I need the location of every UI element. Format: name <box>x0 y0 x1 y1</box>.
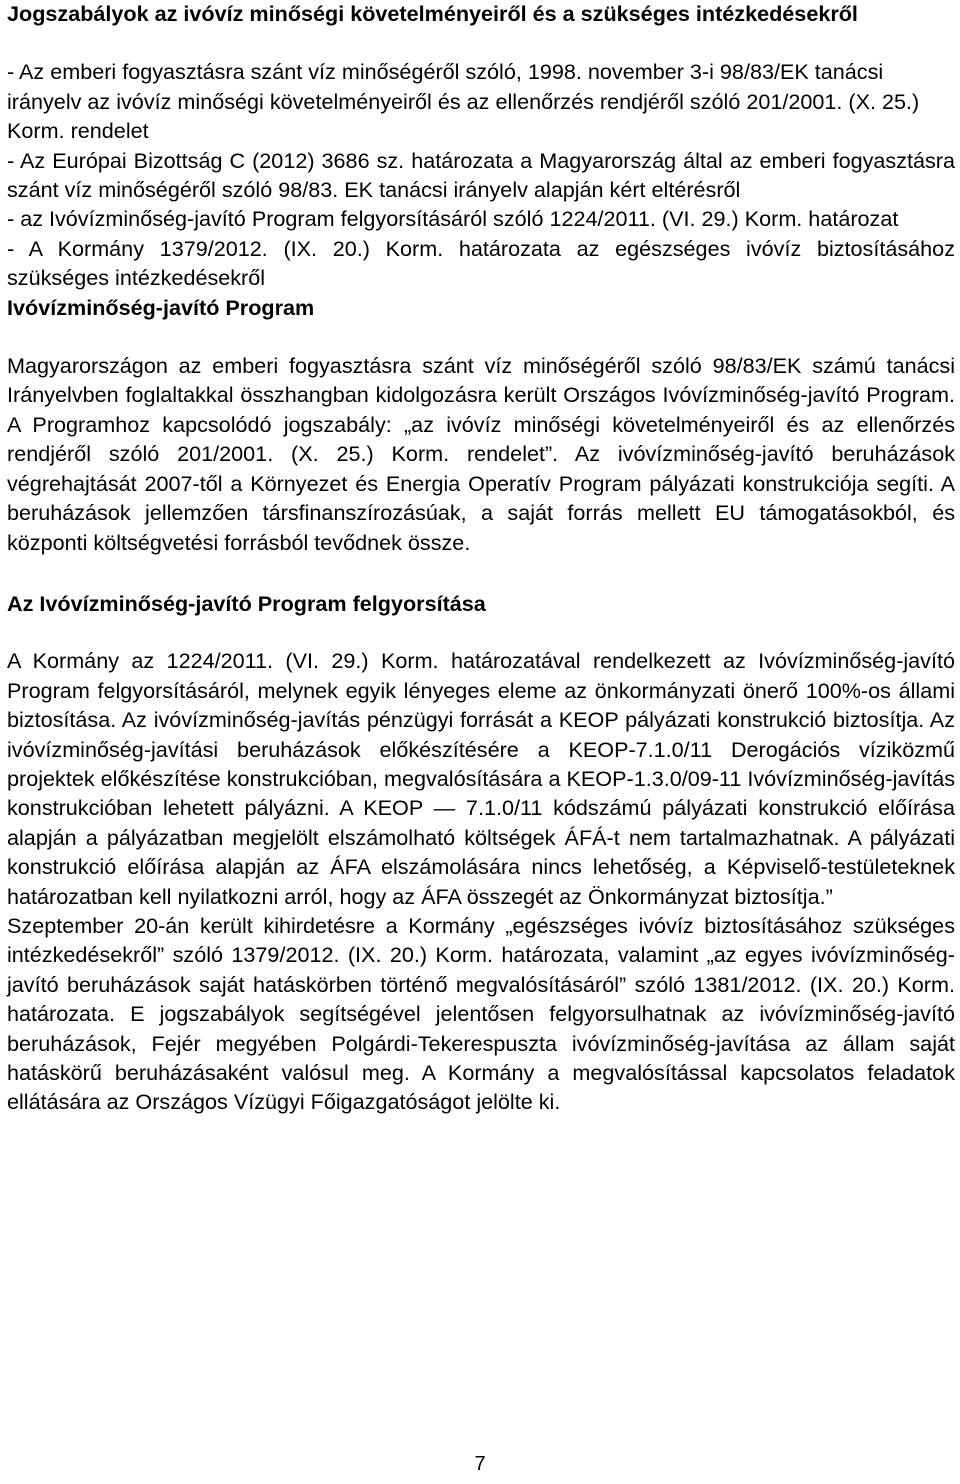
section-title: Az Ivóvízminőség-javító Program felgyorsítása <box>7 590 486 616</box>
section-paragraph-1: A Kormány az 1224/2011. (VI. 29.) Korm. határozatával rendelkezett az Ivóvízminőség-javító Program felgyorsításáról, melynek egyik lényeges eleme az önkormányzati önerő 100%-os állami biztosítása. Az ivóvízminőség-javítás pénzügyi forrását a KEOP pályázati konstrukció biztosítja. Az ivóvízminőség-javítási beruházások előkészítésére a KEOP-7.1.0/11 Derogációs víziközmű projektek előkészítése konstrukcióban, megvalósítására a KEOP-1.3.0/09-11 Ivóvízminőség-javítás konstrukcióban lehetett pályázni. A KEOP — 7.1.0/11 kódszámú pályázati konstrukció előírása alapján a pályázatban megjelölt elszámolható költségek ÁFÁ-t nem tartalmazhatnak. A pályázati konstrukció előírása alapján az ÁFA elszámolására nincs lehetőség, a Képviselő-testületeknek határozatban kell nyilatkozni arról, hogy az ÁFA összegét az Önkormányzat biztosítja.” <box>7 648 955 909</box>
program-paragraph: Magyarországon az emberi fogyasztásra szánt víz minőségéről szóló 98/83/EK számú tanácsi Irányelvben foglaltakkal összhangban kidolgozásra került Országos Ivóvízminőség-javító Program. A Programhoz kapcsolódó jogszabály: „az ivóvíz minőségi követelményeiről és az ellenőrzés rendjéről szóló 201/2001. (X. 25.) Korm. rendelet”. Az ivóvízminőség-javító beruházások végrehajtását 2007-től a Környezet és Energia Operatív Program pályázati konstrukciója segíti. A beruházások jellemzően társfinanszírozásúak, a saját forrás mellett EU támogatásokból, és központi költségvetési forrásból tevődnek össze. <box>7 353 955 555</box>
program-heading: Ivóvízminőség-javító Program <box>7 294 315 320</box>
document-title: Jogszabályok az ivóvíz minőségi követelményeiről és a szükséges intézkedésekről <box>7 1 858 26</box>
page-number: 7 <box>474 1453 486 1475</box>
section-paragraph-2: Szeptember 20-án került kihirdetésre a Kormány „egészséges ivóvíz biztosításához szükséges intézkedésekről” szóló 1379/2012. (IX. 20.) Korm. határozata, valamint „az egyes ivóvízminőség-javító beruházások saját hatáskörben történő megvalósításáról” szóló 1381/2012. (IX. 20.) Korm. határozata. E jogszabályok segítségével jelentősen felgyorsulhatnak az ivóvízminőség-javító beruházások, Fejér megyében Polgárdi-Tekerespuszta ivóvízminőség-javítása az állam saját hatáskörű beruházásaként valósul meg. A Kormány a megvalósítással kapcsolatos feladatok ellátására az Országos Vízügyi Főigazgatóságot jelölte ki. <box>7 912 955 1115</box>
law-item-4: - A Kormány 1379/2012. (IX. 20.) Korm. határozata az egészséges ivóvíz biztosításához szükséges intézkedésekről <box>7 235 955 291</box>
law-item-1: - Az emberi fogyasztásra szánt víz minőségéről szóló, 1998. november 3-i 98/83/EK tanácsi irányelv az ivóvíz minőségi követelményeiről és az ellenőrzés rendjéről szóló 201/2001. (X. 25.) Korm. rendelet <box>7 59 920 144</box>
law-item-3: - az Ivóvízminőség-javító Program felgyorsításáról szóló 1224/2011. (VI. 29.) Korm. határozat <box>7 206 899 232</box>
law-item-2: - Az Európai Bizottság C (2012) 3686 sz. határozata a Magyarország által az emberi fogyasztásra szánt víz minőségéről szóló 98/83. EK tanácsi irányelv alapján kért eltérésről <box>7 147 955 203</box>
document-page <box>7 0 955 1117</box>
